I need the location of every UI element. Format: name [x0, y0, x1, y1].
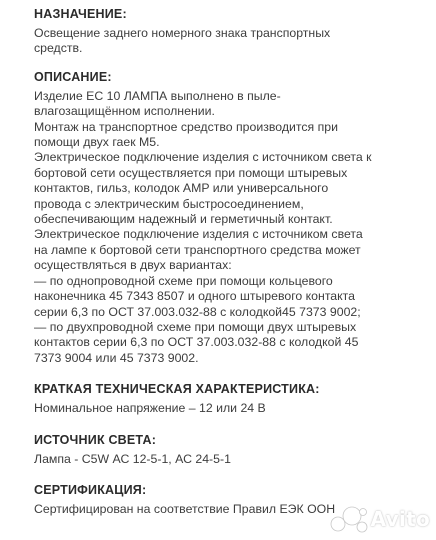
text-line: помощи двух гаек М5. — [34, 135, 160, 150]
text-line: Электрическое подключение изделия с источником света — [34, 227, 363, 242]
section-title-certification: СЕРТИФИКАЦИЯ: — [34, 482, 147, 497]
text-line: 7373 9004 или 45 7373 9002. — [34, 350, 199, 365]
text-line: серии 6,3 по ОСТ 37.003.032-88 с колодкой45 7373 9002; — [34, 304, 361, 319]
section-light-source — [34, 432, 430, 467]
text-line: контактов серии 6,3 по ОСТ 37.003.032-88 с колодкой 45 — [34, 335, 359, 350]
section-title-tech-specs: КРАТКАЯ ТЕХНИЧЕСКАЯ ХАРАКТЕРИСТИКА: — [34, 382, 320, 397]
text-line: — по однопроводной схеме при помощи кольцевого — [34, 273, 333, 288]
section-title-description: ОПИСАНИЕ: — [34, 69, 112, 84]
text-line: на лампе к бортовой сети транспортного средства может — [34, 242, 361, 257]
text-line: — по двухпроводной схеме при помощи двух штыревых — [34, 319, 357, 334]
light-source-text — [34, 452, 430, 467]
text-line: Номинальное напряжение – 12 или 24 В — [34, 401, 266, 416]
product-description — [34, 6, 430, 517]
text-line: наконечника 45 7343 8507 и одного штыревого контакта — [34, 289, 355, 304]
avito-watermark — [329, 504, 430, 534]
text-line: контактов, гильз, колодок AMP или универсального — [34, 181, 329, 196]
text-line: Лампа - C5W АС 12-5-1, АС 24-5-1 — [34, 451, 231, 466]
tech-specs-text — [34, 401, 430, 416]
text-line: влагозащищённом исполнении. — [34, 104, 215, 119]
section-tech-specs — [34, 381, 430, 416]
text-line: бортовой сети осуществляется при помощи штыревых — [34, 165, 348, 180]
text-line: обеспечивающим надежный и герметичный контакт. — [34, 212, 333, 227]
purpose-text — [34, 26, 430, 57]
section-title-purpose: НАЗНАЧЕНИЕ: — [34, 7, 127, 21]
section-purpose — [34, 6, 430, 57]
text-line: Электрическое подключение изделия с источником света к — [34, 150, 372, 165]
text-line: средств. — [34, 41, 83, 56]
section-description — [34, 69, 430, 366]
avito-watermark-text: Avito — [370, 507, 430, 531]
text-line: провода с электрическим быстросоединением, — [34, 196, 304, 211]
text-line: Монтаж на транспортное средство производится при — [34, 119, 338, 134]
text-line: Изделие ЕС 10 ЛАМПА выполнено в пыле- — [34, 88, 281, 103]
text-line: Сертифицирован на соответствие Правил ЕЭК ООН — [34, 501, 336, 516]
section-title-light-source: ИСТОЧНИК СВЕТА: — [34, 432, 157, 447]
text-line: Освещение заднего номерного знака транспортных — [34, 26, 331, 40]
description-text — [34, 89, 430, 366]
avito-logo-icon — [329, 504, 369, 534]
text-line: осуществляться в двух вариантах: — [34, 258, 232, 273]
